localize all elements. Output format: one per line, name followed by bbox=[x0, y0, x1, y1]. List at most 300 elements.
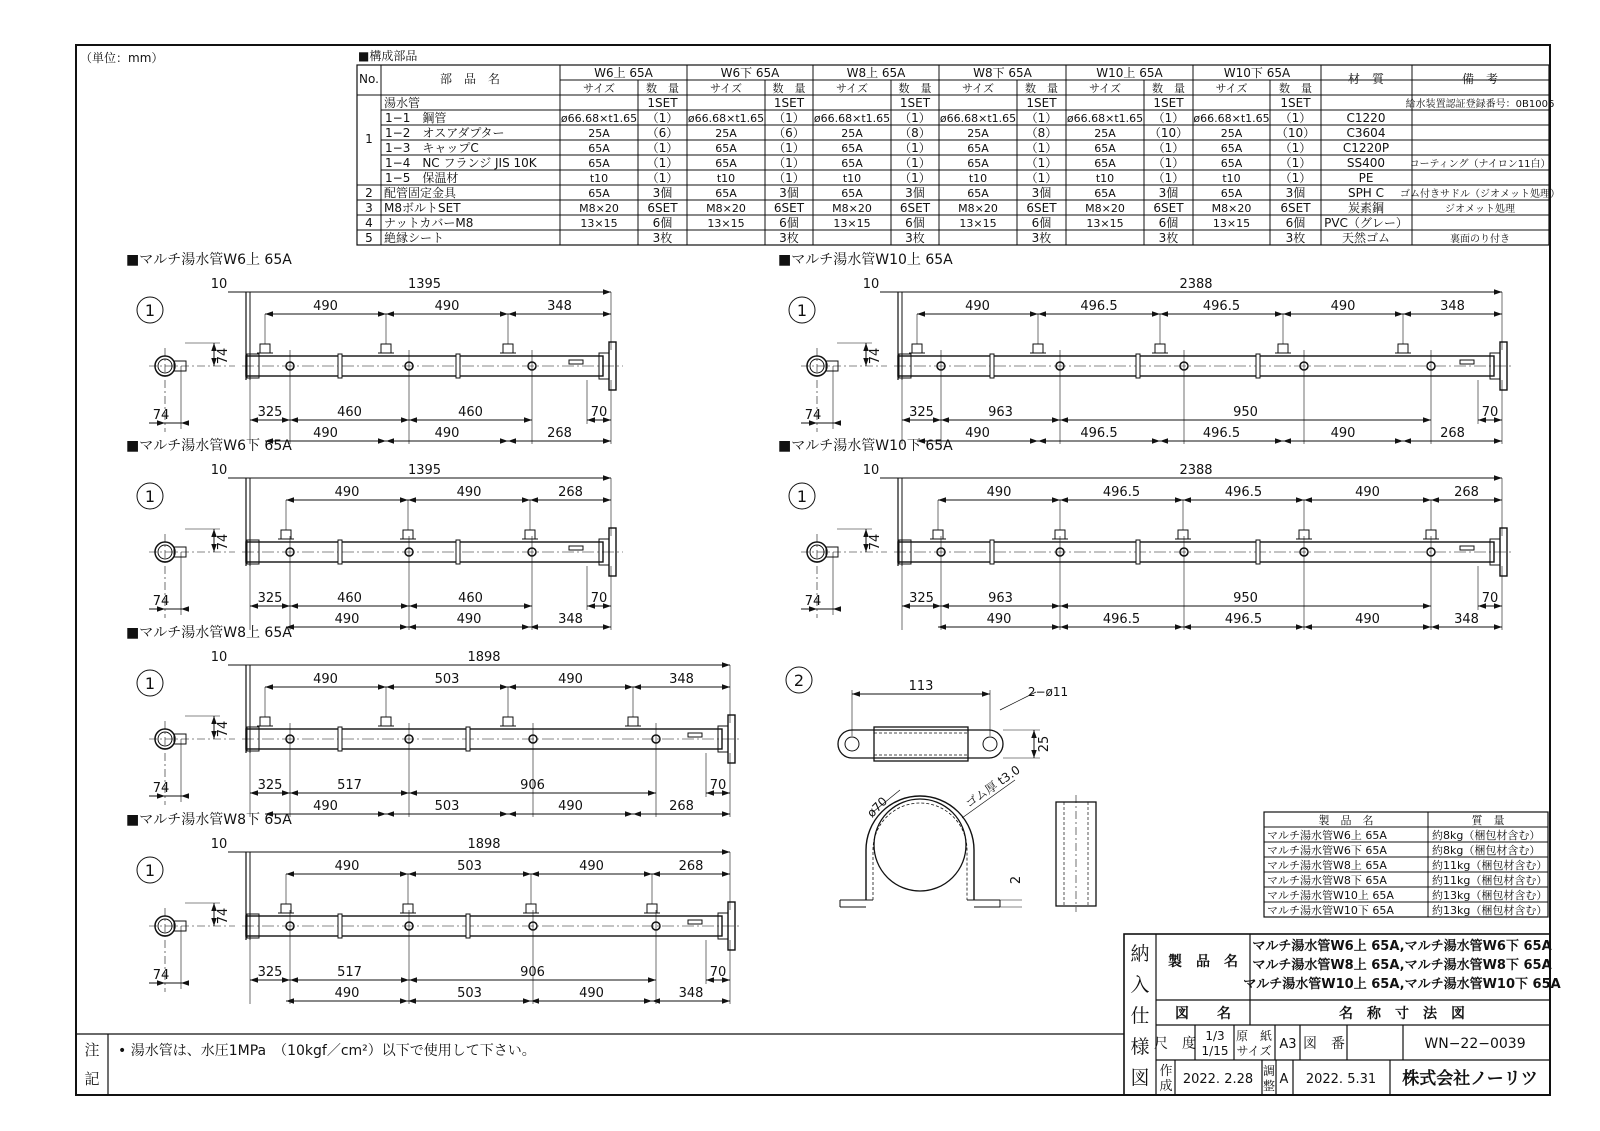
row-size: 13×15 bbox=[1086, 217, 1124, 230]
dim-value: 490 bbox=[558, 799, 583, 814]
row-qty: 6SET bbox=[1026, 201, 1057, 215]
row-qty: 6SET bbox=[1153, 201, 1184, 215]
row-size: 65A bbox=[715, 187, 737, 200]
dim-arrow bbox=[1395, 438, 1403, 444]
row-qty: （1） bbox=[773, 171, 805, 185]
dim-value: 496.5 bbox=[1080, 299, 1118, 314]
tb-number-label: 図 番 bbox=[1303, 1036, 1345, 1052]
dim-value: 490 bbox=[965, 426, 990, 441]
notes-block bbox=[76, 1034, 1124, 1095]
dim-arrow bbox=[286, 497, 294, 503]
bolt-nut bbox=[1033, 344, 1043, 353]
dim-arrow bbox=[500, 684, 508, 690]
dim-value: 10 bbox=[210, 837, 228, 852]
dim-arrow bbox=[265, 684, 273, 690]
row-size: 65A bbox=[715, 157, 737, 170]
dim-arrow bbox=[938, 624, 946, 630]
row-remarks: ゴム付きサドル（ジオメット処理） bbox=[1400, 189, 1560, 200]
header-model: W8上 65A bbox=[846, 66, 906, 80]
dim-arrow bbox=[603, 311, 611, 317]
dim-arrow bbox=[290, 790, 298, 796]
row-qty: （6） bbox=[773, 126, 805, 140]
tb-vertical-title: 納 bbox=[1130, 943, 1150, 965]
bolt-nut bbox=[281, 904, 291, 913]
dim-value: 70 bbox=[709, 965, 727, 980]
row-qty: 3枚 bbox=[1158, 231, 1179, 245]
dim-value: 460 bbox=[337, 591, 362, 606]
dim-arrow bbox=[386, 438, 394, 444]
tb-product-line: マルチ湯水管W6上 65A,マルチ湯水管W6下 65A bbox=[1252, 939, 1552, 954]
dim-arrow bbox=[1060, 624, 1068, 630]
dim-value: 490 bbox=[313, 299, 338, 314]
row-qty: 1SET bbox=[1026, 96, 1057, 110]
dim-value: 503 bbox=[434, 672, 460, 687]
header-model: W6下 65A bbox=[720, 66, 780, 80]
row-material: C1220 bbox=[1346, 111, 1386, 125]
dim-value: 963 bbox=[988, 405, 1013, 420]
row-size: t10 bbox=[716, 172, 736, 185]
dim-value: 70 bbox=[590, 405, 608, 420]
dim-value: 2388 bbox=[1179, 277, 1213, 292]
row-material: 炭素鋼 bbox=[1347, 201, 1385, 215]
row-qty: 3個 bbox=[1158, 186, 1179, 200]
dim-arrow bbox=[1423, 497, 1431, 503]
weight-row-mass: 約8kg（梱包材含む） bbox=[1432, 829, 1541, 842]
dim-arrow bbox=[181, 980, 189, 986]
dim-arrow bbox=[1052, 624, 1060, 630]
dim-arrow bbox=[938, 497, 946, 503]
dim-arrow bbox=[522, 624, 530, 630]
tb-paper-label: 原 紙 bbox=[1235, 1029, 1273, 1043]
row-no: 3 bbox=[365, 201, 373, 215]
weight-row-mass: 約13kg（梱包材含む） bbox=[1432, 889, 1548, 902]
pipe-drawing-w8d bbox=[126, 811, 742, 1004]
row-no: 1 bbox=[365, 132, 373, 146]
title-block bbox=[1124, 934, 1561, 1095]
row-size: 65A bbox=[1094, 157, 1116, 170]
dim-arrow bbox=[386, 684, 394, 690]
pipe-outline bbox=[874, 799, 966, 891]
dim-value: 348 bbox=[1454, 612, 1479, 627]
dim-value: 268 bbox=[558, 485, 583, 500]
bolt-nut bbox=[381, 344, 391, 353]
row-qty: 6個 bbox=[905, 216, 925, 230]
row-qty: 3個 bbox=[1031, 186, 1052, 200]
row-remarks: ジオメット処理 bbox=[1445, 204, 1515, 215]
dim-arrow bbox=[1160, 438, 1168, 444]
row-size: t10 bbox=[589, 172, 609, 185]
dim-value: 490 bbox=[434, 299, 460, 314]
weight-row-mass: 約11kg（梱包材含む） bbox=[1432, 859, 1548, 872]
dim-arrow bbox=[1431, 624, 1439, 630]
row-size: 13×15 bbox=[580, 217, 618, 230]
dim-arrow bbox=[282, 790, 290, 796]
dim-value: 74 bbox=[868, 533, 883, 551]
dim-arrow bbox=[531, 871, 539, 877]
dim-arrow bbox=[409, 977, 417, 983]
header-model: W10下 65A bbox=[1223, 66, 1291, 80]
dim-arrow bbox=[531, 998, 539, 1004]
dim-value: 113 bbox=[908, 679, 934, 694]
dim-arrow bbox=[500, 438, 508, 444]
dim-value: 74 bbox=[216, 720, 231, 738]
header-size: サイズ bbox=[1088, 82, 1122, 95]
rubber-liner bbox=[873, 803, 967, 900]
dim-value: 74 bbox=[152, 594, 170, 609]
dim-arrow bbox=[1431, 497, 1439, 503]
saddle-bracket-drawing bbox=[786, 667, 1096, 912]
dim-arrow bbox=[833, 606, 841, 612]
bolt-nut bbox=[525, 530, 535, 539]
dim-value: 950 bbox=[1233, 591, 1258, 606]
row-part-name: M8ボルトSET bbox=[384, 201, 461, 215]
dim-value: 325 bbox=[909, 591, 934, 606]
bolt-nut bbox=[260, 717, 270, 726]
note-text: • 湯水管は、水圧1MPa （10kgf／cm²）以下で使用して下さい。 bbox=[118, 1043, 536, 1059]
bolt-nut bbox=[1155, 344, 1165, 353]
dim-value: 490 bbox=[313, 672, 338, 687]
dim-value: 460 bbox=[337, 405, 362, 420]
row-qty: 6SET bbox=[647, 201, 678, 215]
bolt-nut bbox=[933, 530, 943, 539]
row-size: ø66.68×t1.65 bbox=[939, 112, 1017, 125]
header-part-name: 部 品 名 bbox=[439, 72, 501, 86]
drawing-title: ■マルチ湯水管W10上 65A bbox=[778, 252, 953, 268]
weight-row-name: マルチ湯水管W6下 65A bbox=[1267, 844, 1387, 857]
hole-callout: 2−ø11 bbox=[1027, 685, 1069, 699]
dim-arrow bbox=[722, 662, 730, 668]
rubber-callout: ゴム厚 t3.0 bbox=[962, 762, 1023, 811]
weight-header-name: 製 品 名 bbox=[1318, 814, 1374, 827]
dim-arrow bbox=[400, 624, 408, 630]
row-size: 25A bbox=[841, 127, 863, 140]
row-size: 65A bbox=[967, 157, 989, 170]
dim-arrow bbox=[265, 311, 273, 317]
row-qty: 6個 bbox=[779, 216, 799, 230]
row-size: 13×15 bbox=[707, 217, 745, 230]
dim-arrow bbox=[1275, 438, 1283, 444]
bolt-nut bbox=[647, 904, 657, 913]
dim-value: 10 bbox=[210, 277, 228, 292]
weight-row-name: マルチ湯水管W6上 65A bbox=[1267, 829, 1387, 842]
row-size: t10 bbox=[968, 172, 988, 185]
dim-arrow bbox=[386, 811, 394, 817]
dim-arrow bbox=[523, 871, 531, 877]
dim-arrow bbox=[282, 977, 290, 983]
dim-arrow bbox=[1060, 497, 1068, 503]
tb-drawing-name: 名 称 寸 法 図 bbox=[1339, 1006, 1465, 1022]
dim-arrow bbox=[500, 811, 508, 817]
bolt-hole bbox=[845, 737, 859, 751]
dim-value: 496.5 bbox=[1224, 485, 1263, 500]
dim-value: 74 bbox=[216, 533, 231, 551]
row-part-name: 1−2 オスアダプター bbox=[385, 126, 505, 140]
dim-arrow bbox=[408, 871, 416, 877]
row-size: 65A bbox=[967, 187, 989, 200]
row-size: 65A bbox=[715, 142, 737, 155]
part-balloon-number: 1 bbox=[144, 487, 156, 506]
dim-value: 1898 bbox=[467, 650, 501, 665]
row-size: M8×20 bbox=[1085, 202, 1125, 215]
row-part-name: 1−5 保温材 bbox=[385, 171, 459, 185]
row-qty: 1SET bbox=[647, 96, 678, 110]
row-size: ø66.68×t1.65 bbox=[1193, 112, 1270, 125]
insulation-joint bbox=[338, 914, 342, 938]
dim-arrow bbox=[917, 311, 925, 317]
row-size: 65A bbox=[588, 187, 610, 200]
weight-row-name: マルチ湯水管W8下 65A bbox=[1267, 874, 1387, 887]
dim-arrow bbox=[378, 311, 386, 317]
dim-value: 74 bbox=[216, 347, 231, 365]
header-size: サイズ bbox=[961, 82, 995, 95]
bolt-hole bbox=[983, 737, 997, 751]
header-remarks: 備 考 bbox=[1461, 72, 1499, 86]
bolt-nut bbox=[1278, 344, 1288, 353]
row-qty: （1） bbox=[1279, 171, 1312, 185]
tb-paper-label: サイズ bbox=[1236, 1044, 1272, 1058]
dim-arrow bbox=[1423, 624, 1431, 630]
bolt-nut bbox=[403, 530, 413, 539]
row-size: 65A bbox=[1220, 157, 1243, 170]
dim-arrow bbox=[408, 497, 416, 503]
dim-value: 496.5 bbox=[1102, 612, 1141, 627]
dim-arrow bbox=[1052, 497, 1060, 503]
tb-drawing-number: WN−22−0039 bbox=[1424, 1036, 1526, 1052]
insulation-joint bbox=[456, 354, 460, 378]
dim-arrow bbox=[282, 417, 290, 423]
part-balloon-number: 1 bbox=[144, 301, 156, 320]
notes-label: 注 bbox=[84, 1041, 100, 1059]
bolt-nut bbox=[1178, 530, 1188, 539]
row-size: 25A bbox=[715, 127, 737, 140]
row-qty: 6個 bbox=[1158, 216, 1179, 230]
row-size: M8×20 bbox=[706, 202, 746, 215]
row-size: M8×20 bbox=[1211, 202, 1252, 215]
dim-arrow bbox=[401, 790, 409, 796]
tb-revise-mark: A bbox=[1279, 1072, 1289, 1087]
dim-arrow bbox=[290, 977, 298, 983]
row-qty: （1） bbox=[773, 141, 805, 155]
dim-value: 490 bbox=[1330, 299, 1356, 314]
dim-arrow bbox=[1052, 417, 1060, 423]
dim-value: 25 bbox=[1037, 735, 1052, 753]
bolt-nut bbox=[1398, 344, 1408, 353]
dim-value: 74 bbox=[152, 968, 170, 983]
dim-arrow bbox=[1183, 497, 1191, 503]
bolt-nut bbox=[628, 717, 638, 726]
bracket-plan bbox=[838, 730, 1003, 758]
row-material: SPH C bbox=[1347, 186, 1385, 200]
dim-arrow bbox=[378, 811, 386, 817]
tb-company: 株式会社ノーリツ bbox=[1402, 1069, 1538, 1089]
dim-value: 490 bbox=[313, 799, 338, 814]
dim-value: 490 bbox=[1355, 612, 1380, 627]
dim-value: 348 bbox=[669, 672, 694, 687]
part-balloon-number: 2 bbox=[793, 671, 805, 690]
tb-made-label: 成 bbox=[1159, 1079, 1173, 1094]
dim-value: 74 bbox=[868, 347, 883, 365]
row-qty: 3個 bbox=[1285, 186, 1306, 200]
dim-value: 348 bbox=[1440, 299, 1465, 314]
row-qty: （1） bbox=[646, 171, 679, 185]
part-balloon-number: 1 bbox=[144, 674, 156, 693]
row-size: M8×20 bbox=[579, 202, 619, 215]
dim-value: 1395 bbox=[407, 463, 442, 478]
row-size: t10 bbox=[842, 172, 862, 185]
bolt-nut bbox=[281, 530, 291, 539]
dim-arrow bbox=[524, 603, 532, 609]
dim-value: 503 bbox=[457, 986, 482, 1001]
row-size: 65A bbox=[967, 142, 989, 155]
tb-product-label: 製 品 名 bbox=[1168, 954, 1238, 970]
dim-value: 10 bbox=[210, 650, 228, 665]
dim-arrow bbox=[290, 603, 298, 609]
row-size: t10 bbox=[1222, 172, 1241, 185]
row-qty: 1SET bbox=[1280, 96, 1311, 110]
dim-value: 460 bbox=[458, 405, 483, 420]
row-size: 13×15 bbox=[959, 217, 997, 230]
dim-arrow bbox=[400, 871, 408, 877]
dim-arrow bbox=[386, 311, 394, 317]
dim-value: 906 bbox=[520, 778, 545, 793]
dim-value: 963 bbox=[988, 591, 1013, 606]
tb-made-date: 2022. 2.28 bbox=[1182, 1072, 1254, 1087]
dim-arrow bbox=[1423, 417, 1431, 423]
row-size: 65A bbox=[1094, 142, 1116, 155]
header-qty: 数 量 bbox=[1279, 82, 1312, 95]
dim-arrow bbox=[722, 684, 730, 690]
insulation-joint bbox=[466, 914, 470, 938]
dim-arrow bbox=[1152, 311, 1160, 317]
row-part-name: 1−1 鋼管 bbox=[385, 111, 447, 125]
dim-arrow bbox=[603, 497, 611, 503]
dim-arrow bbox=[282, 603, 290, 609]
row-qty: 3枚 bbox=[652, 231, 673, 245]
dim-arrow bbox=[933, 603, 941, 609]
header-model: W6上 65A bbox=[594, 66, 653, 80]
dim-arrow bbox=[941, 603, 949, 609]
tb-vertical-title: 様 bbox=[1130, 1036, 1150, 1058]
dim-value: 496.5 bbox=[1102, 485, 1141, 500]
dim-arrow bbox=[1275, 311, 1283, 317]
tb-scale-value: 1/15 bbox=[1201, 1044, 1229, 1058]
weight-row-name: マルチ湯水管W8上 65A bbox=[1267, 859, 1387, 872]
tb-vertical-title: 図 bbox=[1130, 1067, 1150, 1089]
dim-arrow bbox=[603, 289, 611, 295]
weight-header-mass: 質 量 bbox=[1471, 814, 1505, 827]
weight-row-name: マルチ湯水管W10下 65A bbox=[1267, 904, 1394, 917]
dim-arrow bbox=[603, 624, 611, 630]
dim-value: 70 bbox=[709, 778, 727, 793]
dim-arrow bbox=[633, 811, 641, 817]
label-mark bbox=[688, 733, 702, 737]
dim-arrow bbox=[933, 417, 941, 423]
insulation-joint bbox=[338, 727, 342, 751]
dim-value: 325 bbox=[257, 405, 283, 420]
row-qty: （1） bbox=[1152, 141, 1185, 155]
weight-row-name: マルチ湯水管W10上 65A bbox=[1267, 889, 1394, 902]
weight-row-mass: 約11kg（梱包材含む） bbox=[1432, 874, 1548, 887]
row-size: ø66.68×t1.65 bbox=[813, 112, 891, 125]
dim-arrow bbox=[1160, 311, 1168, 317]
bolt-nut bbox=[260, 344, 270, 353]
row-qty: （1） bbox=[1279, 156, 1312, 170]
row-material: C3604 bbox=[1346, 126, 1386, 140]
dim-arrow bbox=[722, 811, 730, 817]
tb-product-line: マルチ湯水管W10上 65A,マルチ湯水管W10下 65A bbox=[1243, 977, 1561, 992]
dim-value: 490 bbox=[558, 672, 583, 687]
header-material: 材 質 bbox=[1347, 72, 1385, 86]
row-size: 25A bbox=[1094, 127, 1116, 140]
dim-arrow bbox=[1494, 624, 1502, 630]
dim-arrow bbox=[1403, 311, 1411, 317]
header-size: サイズ bbox=[582, 82, 616, 95]
row-qty: 1SET bbox=[773, 96, 805, 110]
dim-value: 268 bbox=[547, 426, 572, 441]
dim-arrow bbox=[1304, 624, 1312, 630]
header-qty: 数 量 bbox=[772, 82, 806, 95]
dim-value: 460 bbox=[458, 591, 483, 606]
dim-value: 517 bbox=[337, 965, 362, 980]
dim-value: 496.5 bbox=[1080, 426, 1118, 441]
dim-arrow bbox=[400, 998, 408, 1004]
dim-arrow bbox=[508, 438, 516, 444]
tb-revise-date: 2022. 5.31 bbox=[1305, 1072, 1377, 1087]
dim-arrow bbox=[1403, 438, 1411, 444]
row-no: 5 bbox=[365, 231, 373, 245]
dim-value: 325 bbox=[257, 965, 283, 980]
row-size: 13×15 bbox=[833, 217, 871, 230]
dim-value: 348 bbox=[558, 612, 583, 627]
dim-value: 325 bbox=[257, 778, 283, 793]
dim-arrow bbox=[603, 475, 611, 481]
weight-row-mass: 約13kg（梱包材含む） bbox=[1432, 904, 1548, 917]
dim-arrow bbox=[833, 420, 841, 426]
part-balloon-number: 1 bbox=[144, 861, 156, 880]
dim-value: 74 bbox=[804, 408, 822, 423]
weight-table bbox=[1264, 812, 1548, 917]
row-size: 65A bbox=[841, 187, 863, 200]
row-qty: （1） bbox=[1279, 111, 1312, 125]
dim-value: 490 bbox=[334, 859, 360, 874]
row-qty: （1） bbox=[1279, 141, 1312, 155]
dim-arrow bbox=[982, 691, 990, 697]
dim-arrow bbox=[1283, 311, 1291, 317]
dim-arrow bbox=[722, 871, 730, 877]
tb-vertical-title: 仕 bbox=[1130, 1005, 1150, 1027]
row-qty: 3個 bbox=[779, 186, 799, 200]
dim-arrow bbox=[400, 497, 408, 503]
tb-scale-value: 1/3 bbox=[1205, 1029, 1225, 1043]
dim-value: 2 bbox=[1009, 875, 1024, 885]
row-remarks: 給水装置認証登録番号：0B1006 bbox=[1405, 99, 1555, 110]
dim-value: 490 bbox=[986, 485, 1012, 500]
row-qty: （1） bbox=[773, 156, 805, 170]
row-size: 65A bbox=[1220, 187, 1243, 200]
header-size: サイズ bbox=[1215, 82, 1248, 95]
row-qty: 3枚 bbox=[1285, 231, 1306, 245]
dim-arrow bbox=[1060, 417, 1068, 423]
dim-arrow bbox=[1395, 311, 1403, 317]
dim-arrow bbox=[508, 811, 516, 817]
row-part-name: 湯水管 bbox=[384, 96, 421, 110]
row-size: M8×20 bbox=[832, 202, 872, 215]
diameter-callout: ø70 bbox=[864, 794, 891, 821]
dim-value: 496.5 bbox=[1202, 426, 1241, 441]
dim-arrow bbox=[290, 417, 298, 423]
row-qty: 1SET bbox=[899, 96, 931, 110]
dim-arrow bbox=[1175, 497, 1183, 503]
